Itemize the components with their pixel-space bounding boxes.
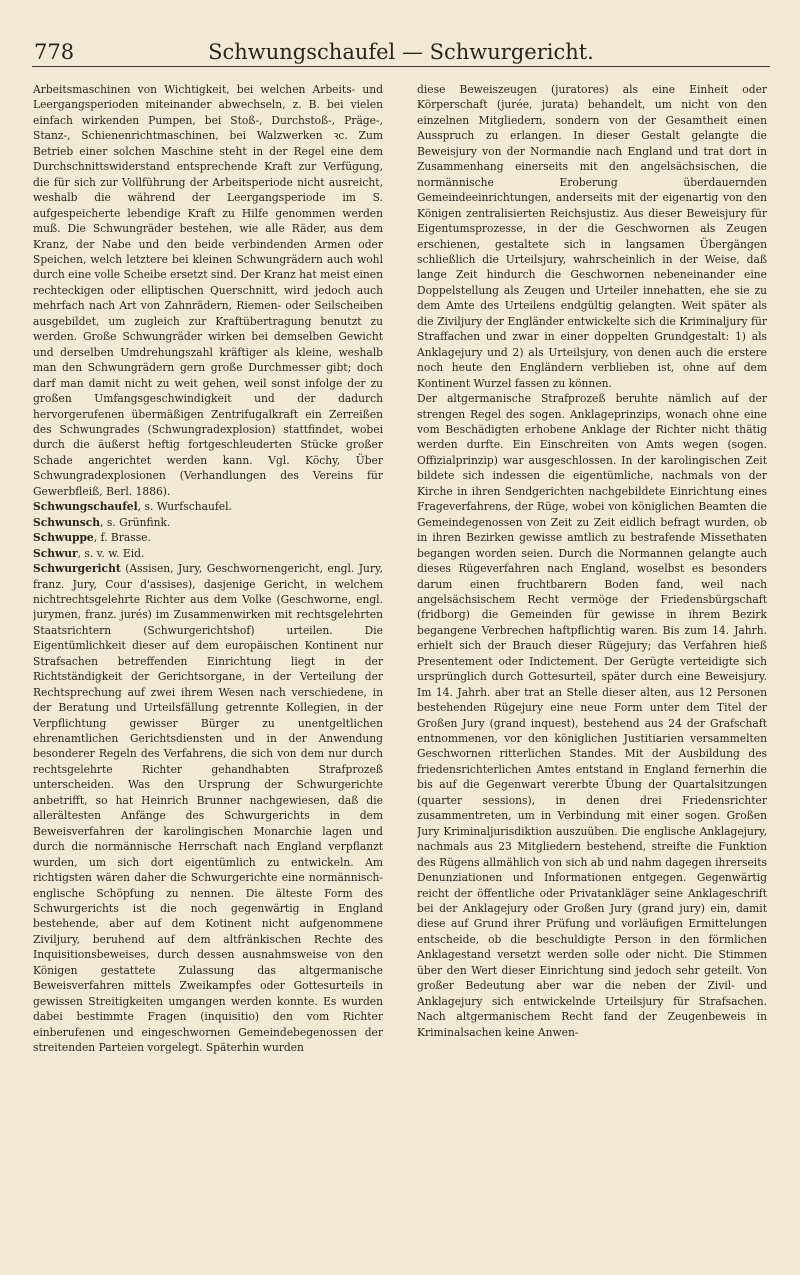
headword: Schwungschaufel: [33, 500, 138, 514]
page-number: 778: [34, 40, 75, 64]
page-header: [32, 36, 770, 67]
entry-text: (Assisen, Jury, Geschwornengericht, engl. Jury, franz. Jury, Cour d'assises), dasjenige Gericht, in welchem nichtrechtsgelehrte Richter aus dem Volke (Geschworne, engl. jurymen, franz. jurés) im Zusammenwirken mit rechtsgelehrten Staatsrichtern (Schwurgerichtshof) urteilen. Die Eigentümlichkeit dieser auf dem europäischen Kontinent nur Strafsachen betreffenden Einrichtung liegt in der Richtständigkeit der Gerichtsorgane, in der Verteilung der Rechtsprechung auf zwei ihrem Wesen nach verschiedene, in der Beratung und Urteilsfällung getrennte Kollegien, in der Verpflichtung gewisser Bürger zu unentgeltlichen ehrenamtlichen Gerichtsdiensten und in der Anwendung besonderer Regeln des Verfahrens, die sich von dem nur durch rechtsgelehrte Richter gehandhabten Strafprozeß unterscheiden. Was den Ursprung der Schwurgerichte anbetrifft, so hat Heinrich Brunner nachgewiesen, daß die allerältesten Anfänge des Schwurgerichts in dem Beweisverfahren der karolingischen Monarchie lagen und durch die normännische Herrschaft nach England verpflanzt wurden, um sich dort eigentümlich zu entwickeln. Am richtigsten wären daher die Schwurgerichte eine normännisch-englische Schöpfung zu nennen. Die älteste Form des Schwurgerichts ist die noch gegenwärtig in England bestehende, aber auf dem Kotinent nicht aufgenommene Ziviljury, beruhend auf dem altfränkischen Rechte des Inquisitionsbeweises, durch dessen ausnahmsweise von den Königen gestattete Zulassung das altgermanische Beweisverfahren mittels Zweikampfes oder Gottesurteils in gewissen Streitigkeiten umgangen werden konnte. Es wurden dabei bestimmte Fragen (inquisitio) den vom Richter einberufenen und eingeschwornen Gemeindebegenossen der streitenden Parteien vorgelegt. Späterhin wurden: [33, 562, 383, 1055]
headword: Schwurgericht: [33, 562, 121, 576]
left-column: [33, 82, 383, 1258]
entry-text: , s. Wurfschaufel.: [137, 500, 232, 514]
entry-schwungschaufel: [33, 499, 383, 514]
right-column: [417, 82, 767, 1258]
paragraph-strafprozess: Der altgermanische Strafprozeß beruhte nämlich auf der strengen Regel des sogen. Anklageprinzips, wonach ohne eine vom Beschädigten erhobene Anklage der Richter nicht thätig werden durfte. Ein Einschreiten von Amts wegen (sogen. Offizialprinzip) war ausgeschlossen. In der karolingischen Zeit bildete sich indessen die eigentümliche, nachmals von der Kirche in ihren Sendgerichten nachgebildete Einrichtung eines Frageverfahrens, der Rüge, wobei von königlichen Beamten die Gemeindegenossen von Zeit zu Zeit eidlich befragt wurden, ob in ihren Bezirken gewisse amtlich zu bestrafende Missethaten begangen worden seien. Durch die Normannen gelangte auch dieses Rügeverfahren nach England, woselbst es besonders darum einen fruchtbarern Boden fand, weil nach angelsächsischem Recht vermöge der Friedensbürgschaft (fridborg) die Gemeinden für gewisse in ihrem Bezirk begangene Verbrechen haftpflichtig waren. Bis zum 14. Jahrh. erhielt sich der Brauch dieser Rügejury; das Verfahren hieß Presentement oder Indictement. Der Gerügte verteidigte sich ursprünglich durch Gottesurteil, später durch eine Beweisjury. Im 14. Jahrh. aber trat an Stelle dieser alten, aus 12 Personen bestehenden Rügejury eine neue Form unter dem Titel der Großen Jury (grand inquest), bestehend aus 24 der Grafschaft entnommenen, vor den königlichen Justitiarien versammelten Geschwornen ritterlichen Standes. Mit der Ausbildung des friedensrichterlichen Amtes entstand in England fernerhin die bis auf die Gegenwart vererbte Übung der Quartalsitzungen (quarter sessions), in denen drei Friedensrichter zusammentreten, um in Verbindung mit einer sogen. Großen Jury Kriminaljurisdiktion auszuüben. Die englische Anklagejury, nachmals aus 23 Mitgliedern bestehend, streifte die Funktion des Rügens allmählich von sich ab und nahm dagegen ihrerseits Denunziationen und Informationen entgegen. Gegenwärtig reicht der öffentliche oder Privatankläger seine Anklageschrift bei der Anklagejury oder Großen Jury (grand jury) ein, damit diese auf Grund ihrer Prüfung und vorläufigen Ermittelungen entscheide, ob die beschuldigte Person in den förmlichen Anklagestand versetzt werden solle oder nicht. Die Stimmen über den Wert dieser Einrichtung sind jedoch sehr geteilt. Von großer Bedeutung aber war die neben der Zivil- und Anklagejury sich entwickelnde Urteilsjury für Strafsachen. Nach altgermanischem Recht fand der Zeugenbeweis in Kriminalsachen keine Anwen-: [417, 392, 767, 1039]
entry-schwunsch: [33, 515, 383, 530]
entry-schwuppe: [33, 530, 383, 545]
entry-text: , f. Brasse.: [93, 531, 151, 545]
headword: Schwunsch: [33, 515, 101, 529]
running-title: Schwungschaufel — Schwurgericht.: [208, 40, 594, 64]
entry-schwur: [33, 546, 383, 561]
entry-schwurgericht: [33, 561, 383, 1056]
headword: Schwuppe: [33, 531, 94, 545]
paragraph-schwungrad-continued: Arbeitsmaschinen von Wichtigkeit, bei welchen Arbeits- und Leergangsperioden miteinander abwechseln, z. B. bei vielen einfach wirkenden Pumpen, bei Stoß-, Durchstoß-, Präge-, Stanz-, Schienenrichtmaschinen, bei Walzwerken ꝛc. Zum Betrieb einer solchen Maschine steht in der Regel eine dem Durchschnittswiderstand entsprechende Kraft zur Verfügung, die für sich zur Vollführung der Arbeitsperiode nicht ausreicht, weshalb die während der Leergangsperiode im S. aufgespeicherte lebendige Kraft zu Hilfe genommen werden muß. Die Schwungräder bestehen, wie alle Räder, aus dem Kranz, der Nabe und den beide verbindenden Armen oder Speichen, welch letztere bei kleinen Schwungrädern auch wohl durch eine volle Scheibe ersetzt sind. Der Kranz hat meist einen rechteckigen oder elliptischen Querschnitt, wird jedoch auch mehrfach nach Art von Zahnrädern, Riemen- oder Seilscheiben ausgebildet, um zugleich zur Kraftübertragung benutzt zu werden. Große Schwungräder wirken bei demselben Gewicht und derselben Umdrehungszahl kräftiger als kleine, weshalb man den Schwungrädern gern große Durchmesser gibt; doch darf man damit nicht zu weit gehen, weil sonst infolge der zu großen Umfangsgeschwindigkeit und der dadurch hervorgerufenen übermäßigen Zentrifugalkraft ein Zerreißen des Schwungrades (Schwungradexplosion) stattfindet, wobei durch die äußerst heftig fortgeschleuderten Stücke großer Schade angerichtet werden kann. Vgl. Köchy, Über Schwungradexplosionen (Verhandlungen des Vereins für Gewerbfleiß, Berl. 1886).: [33, 83, 383, 498]
headword: Schwur: [33, 546, 78, 560]
paragraph-jury-history: diese Beweiszeugen (juratores) als eine Einheit oder Körperschaft (jurée, jurata) behandelt, um nicht von den einzelnen Mitgliedern, sondern von der Gesamtheit einen Ausspruch zu erlangen. In dieser Gestalt gelangte die Beweisjury von der Normandie nach England und trat dort in Zusammenhang einerseits mit den angelsächsischen, die normännische Eroberung überdauernden Gemeindeeinrichtungen, anderseits mit der eigenartig von den Königen zentralisierten Reichsjustiz. Aus dieser Beweisjury für Eigentumsprozesse, in der die Geschwornen als Zeugen erschienen, gestaltete sich in langsamen Übergängen schließlich die Urteilsjury, wahrscheinlich in der Weise, daß lange Zeit hindurch die Geschwornen nebeneinander eine Doppelstellung als Zeugen und Urteiler innehatten, ehe sie zu dem Amte des Urteilens endgültig gelangten. Weit später als die Ziviljury der Engländer entwickelte sich die Kriminaljury für Straffachen und zwar in einer doppelten Grundgestalt: 1) als Anklagejury und 2) als Urteilsjury, von denen auch die erstere noch heute den Engländern verblieben ist, ohne auf dem Kontinent Wurzel fassen zu können.: [417, 83, 767, 390]
entry-text: , s. Grünfink.: [100, 515, 171, 529]
entry-text: , s. v. w. Eid.: [77, 546, 145, 560]
